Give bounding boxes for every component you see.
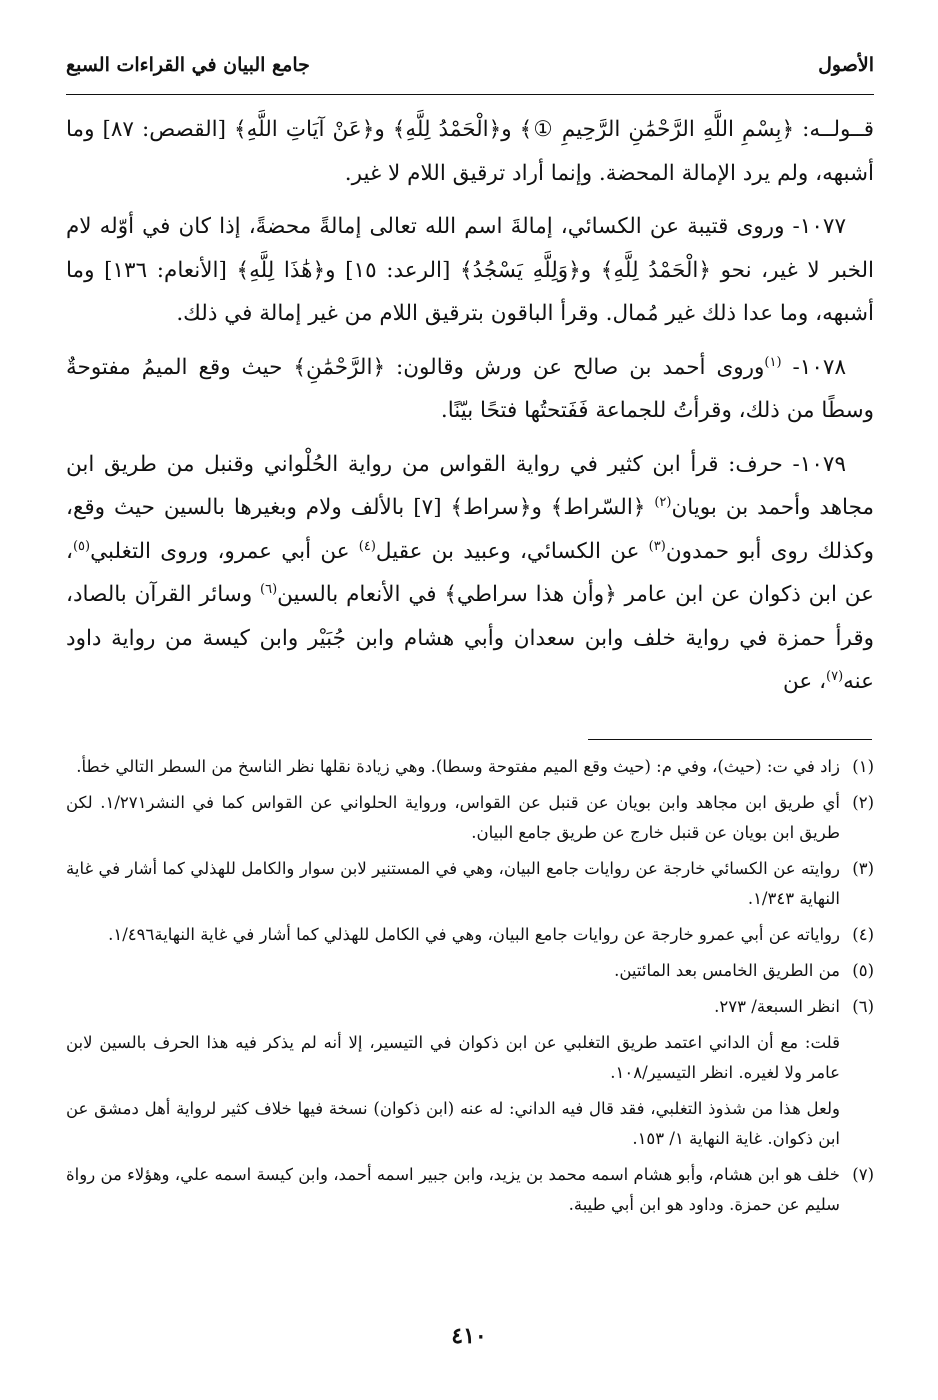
paragraph-text: ، عن ابن ذكوان عن ابن عامر ﴿وأن هذا سراطي﴾ في الأنعام بالسين (66, 538, 874, 607)
paragraph-number: ١٠٧٨- (781, 354, 846, 380)
footnote-item (66, 992, 874, 1022)
footnote-text: زاد في ت: (حيث)، وفي م: (حيث وقع الميم مفتوحة وسطا). وهي زيادة نقلها نظر الناسخ من السطر التالي خطأ. (76, 757, 840, 776)
paragraph-text: وسائر القرآن بالصاد، وقرأ حمزة في رواية خلف وابن سعدان وأبي هشام وابن جُبَيْر وابن كيسة من رواية داود عنه (66, 582, 874, 694)
paragraph-continuation: قــولــه: ﴿بِسْمِ اللَّهِ الرَّحْمَٰنِ الرَّحِيمِ ①﴾ و﴿الْحَمْدُ لِلَّهِ﴾ و﴿عَنْ آيَاتِ اللَّهِ﴾ [القصص: ٨٧] وما أشبهه، ولم يرد الإمالة المحضة. وإنما أراد ترقيق اللام لا غير. (66, 117, 875, 186)
footnote-mark: (٣) (852, 859, 874, 878)
footnote-comment: قلت: مع أن الداني اعتمد طريق التغلبي عن ابن ذكوان في التيسير، إلا أنه لم يذكر فيه هذا الحرف بالسين لابن عامر ولا لغيره. انظر التيسير/١٠٨. (66, 1033, 840, 1082)
footnote-item (66, 788, 874, 848)
footnote-text: من الطريق الخامس بعد المائتين. (614, 961, 840, 980)
footnote-text: انظر السبعة/ ٢٧٣. (714, 997, 840, 1016)
main-text (66, 108, 874, 714)
footnote-text: خلف هو ابن هشام، وأبو هشام اسمه محمد بن يزيد، وابن جبير اسمه أحمد، وابن كيسة اسمه علي، وهؤلاء من رواة سليم عن حمزة. وداود هو ابن أبي طيبة. (66, 1165, 840, 1214)
footnote-item (66, 752, 874, 782)
header-rule (66, 94, 874, 95)
footnote-comment: ولعل هذا من شذوذ التغلبي، فقد قال فيه الداني: له عنه (ابن ذكوان) نسخة فيها خلاف كثير لرواية أهل دمشق عن ابن ذكوان. غاية النهاية ١/ ١٥٣. (66, 1099, 840, 1148)
footnote-item (66, 854, 874, 914)
book-title: جامع البيان في القراءات السبع (66, 54, 310, 76)
footnote-mark: (١) (852, 757, 874, 776)
footnote-ref[interactable]: (١) (764, 354, 782, 370)
footnote-text: أي طريق ابن مجاهد وابن بويان عن قنبل عن القواس، ورواية الحلواني عن القواس كما في النشر١/٢٧١. لكن طريق ابن بويان عن قنبل خارج عن طريق جامع البيان. (66, 793, 840, 842)
footnote-ref[interactable]: (٣) (648, 538, 666, 554)
footnote-ref[interactable]: (٥) (72, 538, 91, 554)
footnote-mark: (٥) (852, 961, 874, 980)
footnote-text: رواياته عن أبي عمرو خارجة عن روايات جامع البيان، وهي في الكامل للهذلي كما أشار في غاية النهاية١/٤٩٦. (108, 925, 840, 944)
footnote-ref[interactable]: (٢) (654, 494, 672, 510)
paragraph-text: عن أبي عمرو، وروى التغلبي (90, 538, 359, 564)
paragraph-1078 (66, 346, 874, 433)
footnote-mark: (٤) (852, 925, 874, 944)
paragraph-text: ﴿السّراط﴾ و﴿سراط﴾ [٧] بالألف ولام وبغيرها بالسين حيث وقع، وكذلك روى أبو حمدون (66, 495, 874, 564)
footnote-item (66, 1160, 874, 1220)
section-title: الأصول (818, 54, 874, 76)
running-header (66, 54, 874, 76)
footnote-ref[interactable]: (٤) (358, 538, 376, 554)
paragraph-text: ١٠٧٩- حرف: قرأ ابن كثير في رواية القواس من رواية الحُلْواني وقنبل من طريق ابن مجاهد وأحمد بن بويان (66, 451, 875, 520)
footnote-ref[interactable]: (٦) (260, 581, 278, 597)
footnote-mark: (٦) (852, 997, 874, 1016)
paragraph-1079 (66, 443, 874, 704)
paragraph-text: ، عن (783, 669, 827, 694)
footnote-mark: (٢) (852, 793, 874, 812)
footnote-ref[interactable]: (٧) (826, 668, 844, 684)
page-number: ٤١٠ (451, 1323, 487, 1349)
footnote-rule (588, 739, 872, 740)
footnote-item (66, 920, 874, 950)
paragraph-text: عن الكسائي، وعبيد بن عقيل (375, 538, 649, 564)
footnote-text: روايته عن الكسائي خارجة عن روايات جامع البيان، وهي في المستنير لابن سوار والكامل للهذلي كما أشار في غاية النهاية ١/٣٤٣. (66, 859, 840, 908)
footnotes (66, 752, 874, 1226)
paragraph-1077: ١٠٧٧- وروى قتيبة عن الكسائي، إمالةَ اسم الله تعالى إمالةً محضةً، إذا كان في أوّله لام الخبر لا غير، نحو ﴿الْحَمْدُ لِلَّهِ﴾ و﴿وَلِلَّهِ يَسْجُدُ﴾ [الرعد: ١٥] و﴿هَٰذَا لِلَّهِ﴾ [الأنعام: ١٣٦] وما أشبهه، وما عدا ذلك غير مُمال. وقرأ الباقون بترقيق اللام من غير إمالة في ذلك. (66, 214, 875, 326)
paragraph-text: وروى أحمد بن صالح عن ورش وقالون: ﴿الرَّحْمَٰنِ﴾ حيث وقع الميمُ مفتوحةٌ وسطًا من ذلك، وقرأتُ للجماعة فَفَتحتُها فتحًا بيّنًا. (66, 354, 874, 423)
footnote-item (66, 956, 874, 986)
footnote-mark: (٧) (852, 1165, 874, 1184)
